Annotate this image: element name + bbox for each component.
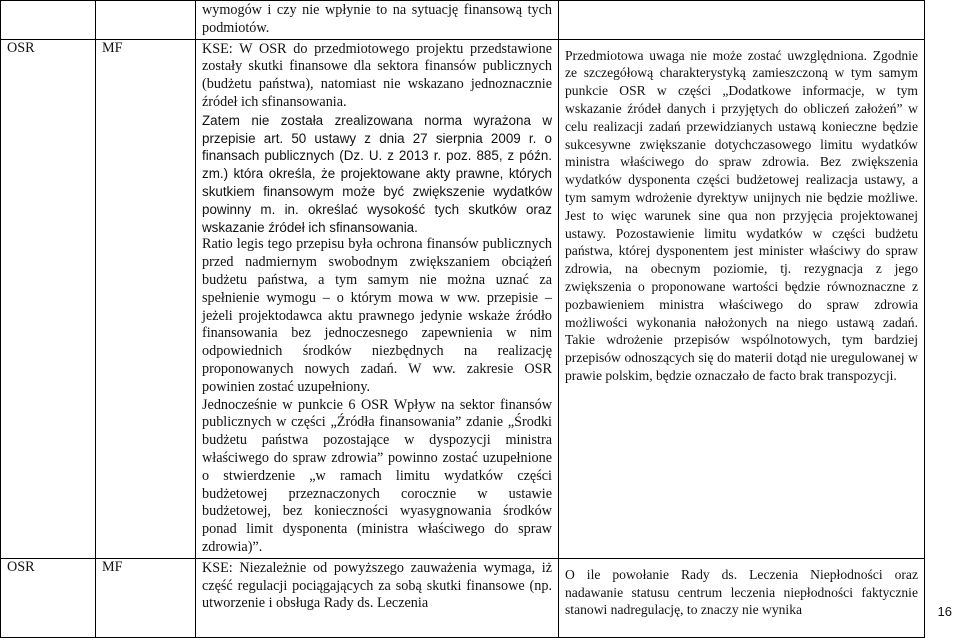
remark-text: KSE: Niezależnie od powyższego zauważenia wymaga, iż część regulacji pociągających za sobą skutki finansowe (np. utworzenie i obsługa Rady ds. Leczenia (202, 559, 552, 612)
source-cell (96, 558, 196, 637)
source-label: MF (102, 39, 123, 56)
page-number: 16 (937, 604, 952, 619)
source-label: MF (102, 558, 123, 575)
response-text: Przedmiotowa uwaga nie może zostać uwzględniona. Zgodnie ze szczegółową charakterystyką zamieszczoną w tym samym punkcie OSR w części „Dodatkowe informacje, w tym wskazanie źródeł danych i przyjętych do obliczeń założeń” w celu realizacji zadań przewidzianych ustawą konieczne będzie sukcesywne zwiększanie dotychczasowego limitu wydatków ministra właściwego do spraw zdrowia. Bez zwiększenia wydatków dysponenta części budżetowej realizacja ustawy, a tym samym wdrożenie dyrektyw unijnych nie będzie możliwe. Jest to więc warunek sine qua non przyjęcia projektowanej ustawy. Pozostawienie limitu wydatków w części budżetu państwa, której dysponentem jest minister właściwy do spraw zdrowia, na obecnym poziomie, tj. rezygnacja z jego zwiększenia o proponowane wartości będzie równoznaczne z pozbawieniem ministra właściwego do spraw zdrowia możliwości wykonania nałożonych na niego ustawą zadań. Takie wdrożenie przepisów wspólnotowych, tym bardziej przepisów odnoszących się do materii dotąd nie uregulowanej w prawie polskim, będzie oznaczało de facto brak transpozycji. (565, 47, 918, 383)
table-row (1, 558, 925, 637)
remark-text: wymogów i czy nie wpłynie to na sytuację finansową tych podmiotów. (202, 2, 552, 36)
org-label: OSR (7, 39, 35, 56)
remark-cell (196, 558, 559, 637)
response-cell (559, 1, 925, 40)
source-cell (96, 1, 196, 40)
remark-paragraph: Jednocześnie w punkcie 6 OSR Wpływ na sektor finansów publicznych w części „Źródła finansowania” zdanie „Środki budżetu państwa pozostające w dyspozycji ministra właściwego do spraw zdrowia” powinno zostać uzupełnione o stwierdzenie „w ramach limitu wydatków części budżetowej przeznaczonych corocznie w ustawie budżetowej, bez konieczności wyasygnowania środków ponad limit dysponenta (ministra właściwego do spraw zdrowia)”. (202, 396, 552, 555)
table-row (1, 39, 925, 558)
response-cell (559, 558, 925, 637)
org-cell (1, 1, 96, 40)
org-cell (1, 39, 96, 558)
remark-cell (196, 39, 559, 558)
remark-paragraph: Zatem nie została zrealizowana norma wyrażona w przepisie art. 50 ustawy z dnia 27 sierpnia 2009 r. o finansach publicznych (Dz. U. z 2013 r. poz. 885, z późn. zm.) która określa, że projektowane akty prawne, których skutkiem finansowym może być zwiększenie wydatków powinny m. in. określać wysokość tych skutków oraz wskazanie źródeł ich sfinansowania. (202, 112, 552, 235)
response-text: O ile powołanie Rady ds. Leczenia Niepłodności oraz nadawanie statusu centrum leczenia niepłodności faktycznie stanowi nadregulację, to znaczy nie wynika (565, 566, 918, 618)
table-row (1, 1, 925, 40)
remark-cell (196, 1, 559, 40)
remark-paragraph: KSE: W OSR do przedmiotowego projektu przedstawione zostały skutki finansowe dla sektora finansów publicznych (budżetu państwa), natomiast nie wskazano jednoznacznie źródeł ich sfinansowania. (202, 40, 552, 110)
remark-paragraph: Ratio legis tego przepisu była ochrona finansów publicznych przed nadmiernym swobodnym zwiększaniem obciążeń budżetu państwa, a tym samym nie można uznać za spełnienie wymogu – o którym mowa w ww. przepisie – jeżeli projektodawca aktu prawnego jedynie wskaże źródło finansowania bez jednoczesnego zapewnienia w nim odpowiednich środków niezbędnych na realizację proponowanych nowych zadań. W ww. zakresie OSR powinien zostać uzupełniony. (202, 236, 552, 395)
source-cell (96, 39, 196, 558)
org-label: OSR (7, 558, 35, 575)
org-cell (1, 558, 96, 637)
response-cell (559, 39, 925, 558)
